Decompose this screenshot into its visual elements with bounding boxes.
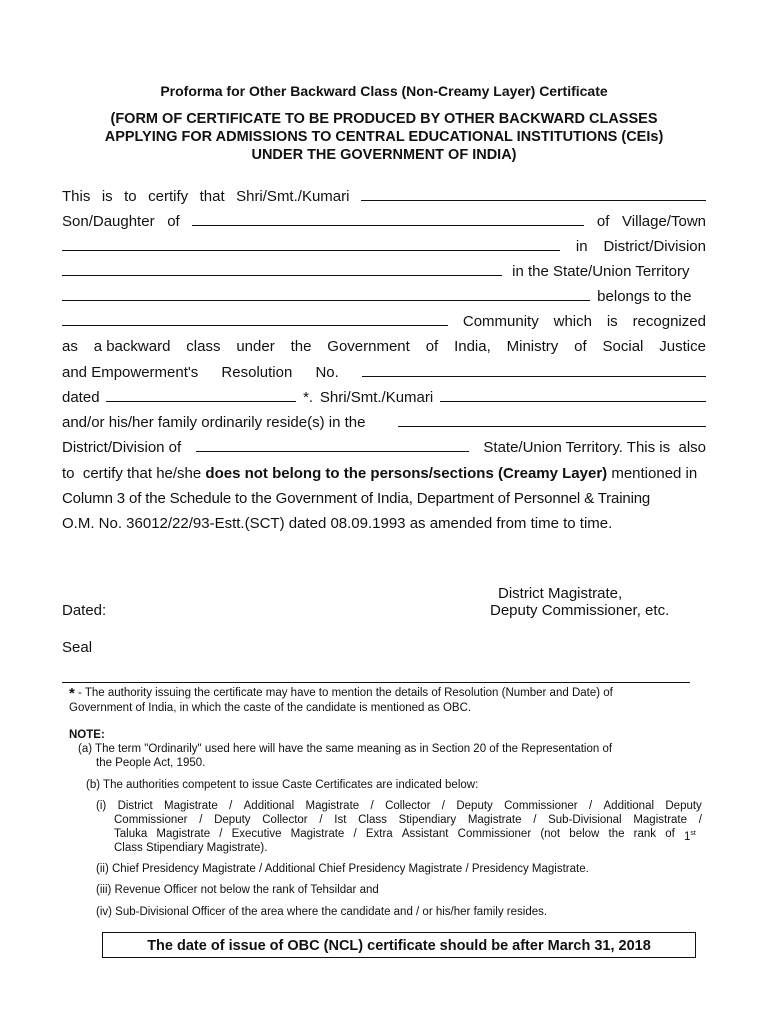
- village-town-blank[interactable]: [62, 238, 560, 251]
- footnote-divider: [62, 682, 690, 683]
- note-word: Magistrate: [467, 814, 522, 826]
- note-heading: NOTE:: [69, 729, 105, 741]
- note-i-line-2: [114, 813, 702, 827]
- note-word: Collector: [385, 800, 431, 812]
- body-word: No.: [315, 364, 339, 381]
- body-line-5: [62, 288, 706, 306]
- note-word: Deputy: [456, 800, 493, 812]
- resolution-no-blank[interactable]: [362, 364, 706, 377]
- note-word: rank: [633, 828, 657, 840]
- note-word: /: [441, 800, 445, 812]
- note-word: Collector: [262, 814, 308, 826]
- body-word: in: [575, 238, 588, 255]
- resolution-date-blank[interactable]: [106, 389, 296, 402]
- note-word: Assistant: [401, 828, 449, 840]
- note-word: District: [117, 800, 153, 812]
- note-word: Sub-Divisional: [548, 814, 622, 826]
- body-word: recognized: [632, 313, 706, 330]
- note-word: Taluka: [114, 828, 148, 840]
- footnote-line-1: [69, 686, 613, 701]
- note-iii: (iii) Revenue Officer not below the rank of Tehsildar and: [96, 884, 379, 896]
- body-word: Ministry: [506, 338, 559, 355]
- body-text: State/Union Territory. This is also: [483, 439, 706, 456]
- body-word: under: [236, 338, 275, 355]
- document-subtitle: [60, 110, 708, 164]
- body-line-12: [62, 465, 708, 483]
- note-word: /: [229, 800, 233, 812]
- body-word: that: [199, 188, 225, 205]
- body-word: Resolution: [221, 364, 293, 381]
- body-text: and/or his/her family ordinarily reside(s) in the: [62, 414, 366, 431]
- name-blank-2[interactable]: [440, 389, 706, 402]
- body-text: mentioned in: [607, 465, 698, 482]
- body-word: and Empowerment's: [62, 364, 199, 381]
- note-i-line-4: Class Stipendiary Magistrate).: [114, 842, 268, 854]
- community-blank[interactable]: [62, 313, 448, 326]
- note-b: (b) The authorities competent to issue Caste Certificates are indicated below:: [86, 779, 479, 791]
- subtitle-line-1: (FORM OF CERTIFICATE TO BE PRODUCED BY OTHER BACKWARD CLASSES: [110, 111, 658, 127]
- note-word: /: [319, 814, 323, 826]
- body-word: a backward: [93, 338, 171, 355]
- body-word: This: [62, 188, 91, 205]
- body-word: certify: [148, 188, 189, 205]
- note-word: /: [533, 814, 537, 826]
- note-word: 1: [683, 830, 691, 843]
- note-ii: (ii) Chief Presidency Magistrate / Additional Chief Presidency Magistrate / Presidency Magistrate.: [96, 863, 589, 875]
- note-word: Class: [358, 814, 387, 826]
- body-word: of: [574, 338, 587, 355]
- note-word: below: [569, 828, 600, 840]
- note-word: /: [353, 828, 357, 840]
- state-blank[interactable]: [62, 288, 590, 301]
- note-word: /: [588, 800, 593, 812]
- parent-name-blank[interactable]: [192, 213, 584, 226]
- note-word: Deputy: [214, 814, 251, 826]
- note-word: Extra: [365, 828, 393, 840]
- body-line-3: [62, 238, 706, 256]
- body-word: Justice: [659, 338, 706, 355]
- note-word: Executive: [231, 828, 282, 840]
- note-word: /: [199, 814, 203, 826]
- body-line-8: [62, 364, 706, 382]
- body-word: class: [186, 338, 221, 355]
- note-a-line-1: (a) The term "Ordinarily" used here will have the same meaning as in Section 20 of the Representation of: [78, 743, 613, 755]
- body-line-9: [62, 389, 706, 407]
- district-blank-2[interactable]: [196, 439, 469, 452]
- body-word: Community: [462, 313, 539, 330]
- asterisk-mark: *: [69, 685, 75, 702]
- seal-label: Seal: [62, 639, 93, 656]
- note-word: Magistrate: [633, 814, 688, 826]
- body-word: Social: [602, 338, 644, 355]
- body-word: India,: [454, 338, 491, 355]
- note-word: the: [608, 828, 625, 840]
- body-word: Government: [327, 338, 410, 355]
- note-word: Magistrate: [305, 800, 360, 812]
- authority-line-2: Deputy Commissioner, etc.: [490, 602, 670, 619]
- district-blank[interactable]: [62, 263, 502, 276]
- note-word: /: [698, 814, 702, 826]
- body-word: Shri/Smt./Kumari: [236, 188, 350, 205]
- note-word-rank: [684, 827, 696, 844]
- note-word: /: [219, 828, 223, 840]
- body-line-1: [62, 188, 706, 206]
- body-word: is: [606, 313, 618, 330]
- note-word: Deputy: [665, 800, 702, 812]
- body-line-10: [62, 414, 706, 432]
- subtitle-line-2: APPLYING FOR ADMISSIONS TO CENTRAL EDUCATIONAL INSTITUTIONS (CEIs): [104, 129, 664, 145]
- note-i-line-1: [96, 799, 702, 813]
- body-line-13: Column 3 of the Schedule to the Government of India, Department of Personnel & Training: [62, 490, 651, 507]
- body-text: District/Division of: [62, 439, 182, 456]
- body-word: Shri/Smt./Kumari: [319, 389, 434, 406]
- authority-line-1: District Magistrate,: [498, 585, 623, 602]
- note-word: Ist: [334, 814, 347, 826]
- note-word: Magistrate: [164, 800, 218, 812]
- note-word: Additional: [243, 800, 295, 812]
- body-word: to: [124, 188, 137, 205]
- ordinal-suffix: st: [690, 830, 696, 837]
- body-word: as: [62, 338, 78, 355]
- body-line-6: [62, 313, 706, 331]
- note-word: Magistrate: [290, 828, 345, 840]
- body-word: dated: [62, 389, 100, 406]
- body-text: belongs to the: [597, 288, 692, 305]
- creamy-layer-clause: does not belong to the persons/sections (Creamy Layer): [205, 465, 608, 482]
- note-word: Commissioner: [114, 814, 188, 826]
- body-word: District/Division: [603, 238, 706, 255]
- body-text: to certify that he/she: [62, 465, 206, 482]
- footnote-line-2: Government of India, in which the caste of the candidate is mentioned as OBC.: [69, 702, 472, 714]
- note-a-line-2: the People Act, 1950.: [96, 757, 206, 769]
- note-word: Additional: [603, 800, 655, 812]
- body-line-11: [62, 439, 706, 457]
- body-text: in the State/Union Territory: [512, 263, 690, 280]
- body-line-14: O.M. No. 36012/22/93-Estt.(SCT) dated 08.09.1993 as amended from time to time.: [62, 515, 613, 532]
- body-word: *.: [303, 389, 314, 406]
- note-word: (i): [96, 800, 107, 812]
- body-line-4: [62, 263, 706, 281]
- body-word: is: [101, 188, 113, 205]
- note-word: of: [665, 828, 675, 840]
- body-word: of: [425, 338, 439, 355]
- note-word: /: [370, 800, 374, 812]
- body-word: which: [553, 313, 592, 330]
- body-word: of: [596, 213, 610, 230]
- note-iv: (iv) Sub-Divisional Officer of the area where the candidate and / or his/her family resides.: [96, 906, 548, 918]
- subtitle-line-3: UNDER THE GOVERNMENT OF INDIA): [251, 147, 517, 163]
- footnote-text: - The authority issuing the certificate may have to mention the details of Resolution (Number and Date) of: [74, 687, 613, 699]
- issue-date-notice: The date of issue of OBC (NCL) certificate should be after March 31, 2018: [102, 932, 696, 958]
- body-word: the: [290, 338, 312, 355]
- residence-blank[interactable]: [398, 414, 706, 427]
- body-line-7: [62, 338, 706, 356]
- body-word: of: [167, 213, 180, 230]
- note-word: Commissioner: [504, 800, 578, 812]
- body-line-2: [62, 213, 706, 231]
- body-word: Son/Daughter: [62, 213, 155, 230]
- note-word: Commissioner: [457, 828, 532, 840]
- note-word: (not: [540, 828, 561, 840]
- note-word: Stipendiary: [398, 814, 457, 826]
- note-word: Magistrate: [156, 828, 211, 840]
- name-blank[interactable]: [361, 188, 706, 201]
- document-title: Proforma for Other Backward Class (Non-Creamy Layer) Certificate: [160, 83, 608, 99]
- body-word: Village/Town: [622, 213, 706, 230]
- dated-label: Dated:: [62, 602, 107, 619]
